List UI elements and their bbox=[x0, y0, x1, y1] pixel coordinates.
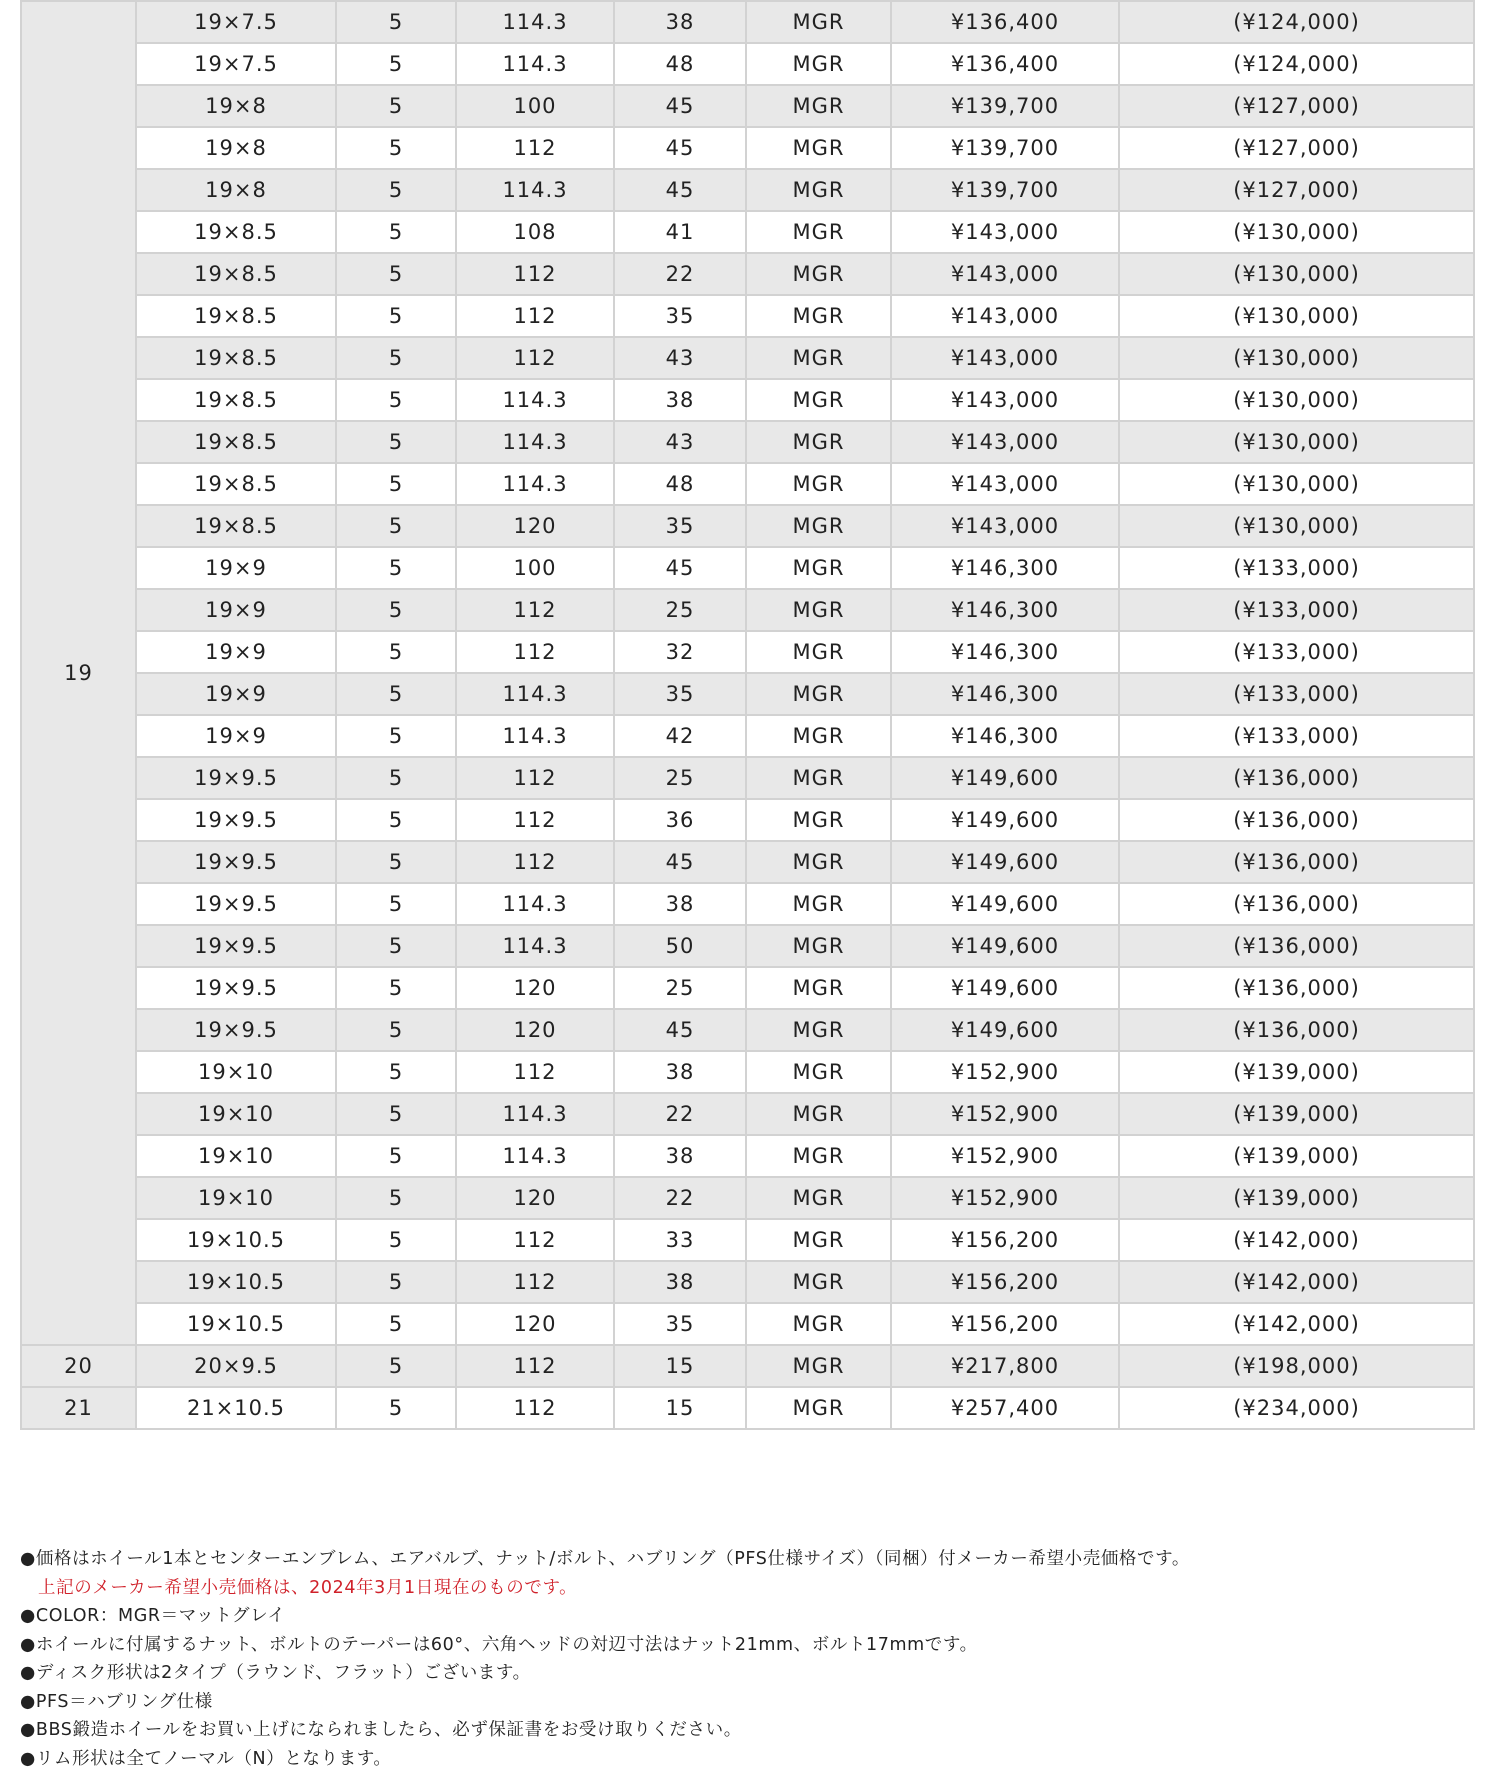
table-row bbox=[21, 379, 1474, 421]
color-cell: MGR bbox=[746, 295, 891, 337]
pcd-cell: 114.3 bbox=[456, 169, 614, 211]
holes-cell: 5 bbox=[336, 463, 456, 505]
color-cell: MGR bbox=[746, 1051, 891, 1093]
holes-cell: 5 bbox=[336, 1177, 456, 1219]
holes-cell: 5 bbox=[336, 841, 456, 883]
price-cell: ¥143,000 bbox=[891, 253, 1119, 295]
price-cell: ¥143,000 bbox=[891, 505, 1119, 547]
price-cell: ¥146,300 bbox=[891, 673, 1119, 715]
pcd-cell: 100 bbox=[456, 85, 614, 127]
price-excl-tax-cell: (¥130,000) bbox=[1119, 337, 1474, 379]
table-row bbox=[21, 883, 1474, 925]
rim-size-cell: 19×7.5 bbox=[136, 43, 336, 85]
rim-size-cell: 19×9.5 bbox=[136, 841, 336, 883]
table-row bbox=[21, 253, 1474, 295]
pcd-cell: 114.3 bbox=[456, 1135, 614, 1177]
price-cell: ¥146,300 bbox=[891, 547, 1119, 589]
rim-size-cell: 19×10 bbox=[136, 1177, 336, 1219]
color-cell: MGR bbox=[746, 1177, 891, 1219]
pcd-cell: 120 bbox=[456, 967, 614, 1009]
price-excl-tax-cell: (¥234,000) bbox=[1119, 1387, 1474, 1429]
holes-cell: 5 bbox=[336, 1345, 456, 1387]
price-cell: ¥152,900 bbox=[891, 1177, 1119, 1219]
price-cell: ¥149,600 bbox=[891, 841, 1119, 883]
table-row bbox=[21, 295, 1474, 337]
inset-cell: 45 bbox=[614, 547, 746, 589]
pcd-cell: 112 bbox=[456, 1219, 614, 1261]
table-row bbox=[21, 1051, 1474, 1093]
color-cell: MGR bbox=[746, 1303, 891, 1345]
table-row bbox=[21, 211, 1474, 253]
rim-size-cell: 19×10.5 bbox=[136, 1261, 336, 1303]
table-row bbox=[21, 841, 1474, 883]
holes-cell: 5 bbox=[336, 799, 456, 841]
price-cell: ¥139,700 bbox=[891, 127, 1119, 169]
note-line: ●ディスク形状は2タイプ（ラウンド、フラット）ございます。 bbox=[20, 1663, 531, 1683]
color-cell: MGR bbox=[746, 211, 891, 253]
inset-cell: 43 bbox=[614, 421, 746, 463]
color-cell: MGR bbox=[746, 589, 891, 631]
color-cell: MGR bbox=[746, 337, 891, 379]
inch-group-cell: 20 bbox=[21, 1345, 136, 1387]
color-cell: MGR bbox=[746, 1093, 891, 1135]
inch-group-cell: 21 bbox=[21, 1387, 136, 1429]
note-line: ●リム形状は全てノーマル（N）となります。 bbox=[20, 1748, 392, 1769]
color-cell: MGR bbox=[746, 169, 891, 211]
holes-cell: 5 bbox=[336, 1051, 456, 1093]
inset-cell: 35 bbox=[614, 673, 746, 715]
inset-cell: 38 bbox=[614, 1, 746, 43]
table-row bbox=[21, 43, 1474, 85]
holes-cell: 5 bbox=[336, 1303, 456, 1345]
pcd-cell: 114.3 bbox=[456, 463, 614, 505]
pcd-cell: 100 bbox=[456, 547, 614, 589]
table-row bbox=[21, 1177, 1474, 1219]
rim-size-cell: 19×9.5 bbox=[136, 925, 336, 967]
pcd-cell: 112 bbox=[456, 799, 614, 841]
inset-cell: 25 bbox=[614, 967, 746, 1009]
price-cell: ¥146,300 bbox=[891, 589, 1119, 631]
inset-cell: 45 bbox=[614, 841, 746, 883]
price-excl-tax-cell: (¥130,000) bbox=[1119, 505, 1474, 547]
inset-cell: 33 bbox=[614, 1219, 746, 1261]
pcd-cell: 112 bbox=[456, 589, 614, 631]
color-cell: MGR bbox=[746, 43, 891, 85]
rim-size-cell: 19×10 bbox=[136, 1135, 336, 1177]
price-cell: ¥152,900 bbox=[891, 1093, 1119, 1135]
rim-size-cell: 21×10.5 bbox=[136, 1387, 336, 1429]
inset-cell: 15 bbox=[614, 1345, 746, 1387]
rim-size-cell: 19×9.5 bbox=[136, 757, 336, 799]
table-row bbox=[21, 1093, 1474, 1135]
pcd-cell: 114.3 bbox=[456, 925, 614, 967]
color-cell: MGR bbox=[746, 463, 891, 505]
color-cell: MGR bbox=[746, 799, 891, 841]
price-cell: ¥139,700 bbox=[891, 169, 1119, 211]
inset-cell: 38 bbox=[614, 1135, 746, 1177]
pcd-cell: 120 bbox=[456, 1177, 614, 1219]
holes-cell: 5 bbox=[336, 337, 456, 379]
inch-group-cell: 19 bbox=[21, 1, 136, 1345]
color-cell: MGR bbox=[746, 673, 891, 715]
rim-size-cell: 19×8.5 bbox=[136, 211, 336, 253]
holes-cell: 5 bbox=[336, 211, 456, 253]
pcd-cell: 112 bbox=[456, 1261, 614, 1303]
inset-cell: 41 bbox=[614, 211, 746, 253]
pcd-cell: 112 bbox=[456, 253, 614, 295]
price-excl-tax-cell: (¥130,000) bbox=[1119, 463, 1474, 505]
color-cell: MGR bbox=[746, 379, 891, 421]
price-excl-tax-cell: (¥136,000) bbox=[1119, 841, 1474, 883]
price-excl-tax-cell: (¥139,000) bbox=[1119, 1135, 1474, 1177]
holes-cell: 5 bbox=[336, 127, 456, 169]
inset-cell: 38 bbox=[614, 1051, 746, 1093]
price-excl-tax-cell: (¥133,000) bbox=[1119, 631, 1474, 673]
inset-cell: 38 bbox=[614, 1261, 746, 1303]
color-cell: MGR bbox=[746, 883, 891, 925]
rim-size-cell: 19×8 bbox=[136, 127, 336, 169]
pcd-cell: 114.3 bbox=[456, 43, 614, 85]
color-cell: MGR bbox=[746, 631, 891, 673]
notes-section bbox=[20, 1545, 1460, 1773]
table-row bbox=[21, 1387, 1474, 1429]
price-cell: ¥143,000 bbox=[891, 337, 1119, 379]
price-excl-tax-cell: (¥130,000) bbox=[1119, 421, 1474, 463]
color-cell: MGR bbox=[746, 841, 891, 883]
price-cell: ¥217,800 bbox=[891, 1345, 1119, 1387]
pcd-cell: 114.3 bbox=[456, 421, 614, 463]
price-excl-tax-cell: (¥133,000) bbox=[1119, 547, 1474, 589]
holes-cell: 5 bbox=[336, 1009, 456, 1051]
table-row bbox=[21, 505, 1474, 547]
table-row bbox=[21, 337, 1474, 379]
inset-cell: 50 bbox=[614, 925, 746, 967]
price-excl-tax-cell: (¥136,000) bbox=[1119, 799, 1474, 841]
price-cell: ¥156,200 bbox=[891, 1261, 1119, 1303]
table-row bbox=[21, 673, 1474, 715]
table-row bbox=[21, 1, 1474, 43]
inset-cell: 42 bbox=[614, 715, 746, 757]
table-row bbox=[21, 631, 1474, 673]
color-cell: MGR bbox=[746, 505, 891, 547]
rim-size-cell: 19×10 bbox=[136, 1051, 336, 1093]
pcd-cell: 114.3 bbox=[456, 1, 614, 43]
pcd-cell: 112 bbox=[456, 337, 614, 379]
color-cell: MGR bbox=[746, 1, 891, 43]
holes-cell: 5 bbox=[336, 967, 456, 1009]
table-row bbox=[21, 925, 1474, 967]
table-row bbox=[21, 1303, 1474, 1345]
inset-cell: 38 bbox=[614, 379, 746, 421]
price-cell: ¥136,400 bbox=[891, 1, 1119, 43]
inset-cell: 22 bbox=[614, 1177, 746, 1219]
rim-size-cell: 19×9 bbox=[136, 673, 336, 715]
table-body bbox=[21, 1, 1474, 1429]
price-cell: ¥149,600 bbox=[891, 967, 1119, 1009]
holes-cell: 5 bbox=[336, 715, 456, 757]
pcd-cell: 112 bbox=[456, 631, 614, 673]
color-cell: MGR bbox=[746, 1009, 891, 1051]
inset-cell: 22 bbox=[614, 1093, 746, 1135]
price-excl-tax-cell: (¥130,000) bbox=[1119, 379, 1474, 421]
holes-cell: 5 bbox=[336, 1261, 456, 1303]
price-cell: ¥139,700 bbox=[891, 85, 1119, 127]
color-cell: MGR bbox=[746, 421, 891, 463]
price-excl-tax-cell: (¥139,000) bbox=[1119, 1051, 1474, 1093]
holes-cell: 5 bbox=[336, 253, 456, 295]
price-excl-tax-cell: (¥136,000) bbox=[1119, 925, 1474, 967]
color-cell: MGR bbox=[746, 757, 891, 799]
color-cell: MGR bbox=[746, 1345, 891, 1387]
inset-cell: 22 bbox=[614, 253, 746, 295]
table-row bbox=[21, 757, 1474, 799]
pcd-cell: 114.3 bbox=[456, 715, 614, 757]
price-excl-tax-cell: (¥130,000) bbox=[1119, 253, 1474, 295]
rim-size-cell: 19×8.5 bbox=[136, 253, 336, 295]
price-excl-tax-cell: (¥198,000) bbox=[1119, 1345, 1474, 1387]
rim-size-cell: 19×10 bbox=[136, 1093, 336, 1135]
inset-cell: 25 bbox=[614, 757, 746, 799]
inset-cell: 36 bbox=[614, 799, 746, 841]
color-cell: MGR bbox=[746, 1261, 891, 1303]
table-row bbox=[21, 589, 1474, 631]
price-excl-tax-cell: (¥130,000) bbox=[1119, 211, 1474, 253]
table-row bbox=[21, 547, 1474, 589]
pcd-cell: 112 bbox=[456, 1345, 614, 1387]
price-excl-tax-cell: (¥142,000) bbox=[1119, 1261, 1474, 1303]
inset-cell: 48 bbox=[614, 463, 746, 505]
holes-cell: 5 bbox=[336, 43, 456, 85]
pcd-cell: 112 bbox=[456, 841, 614, 883]
price-excl-tax-cell: (¥142,000) bbox=[1119, 1219, 1474, 1261]
price-excl-tax-cell: (¥127,000) bbox=[1119, 85, 1474, 127]
price-cell: ¥143,000 bbox=[891, 463, 1119, 505]
inset-cell: 32 bbox=[614, 631, 746, 673]
holes-cell: 5 bbox=[336, 1387, 456, 1429]
rim-size-cell: 19×8.5 bbox=[136, 505, 336, 547]
table-row bbox=[21, 1135, 1474, 1177]
rim-size-cell: 19×8.5 bbox=[136, 379, 336, 421]
price-excl-tax-cell: (¥136,000) bbox=[1119, 883, 1474, 925]
price-cell: ¥149,600 bbox=[891, 757, 1119, 799]
note-line: ●BBS鍛造ホイールをお買い上げになられましたら、必ず保証書をお受け取りください。 bbox=[20, 1720, 742, 1740]
inset-cell: 25 bbox=[614, 589, 746, 631]
price-cell: ¥143,000 bbox=[891, 379, 1119, 421]
holes-cell: 5 bbox=[336, 925, 456, 967]
color-cell: MGR bbox=[746, 127, 891, 169]
rim-size-cell: 20×9.5 bbox=[136, 1345, 336, 1387]
rim-size-cell: 19×10.5 bbox=[136, 1303, 336, 1345]
rim-size-cell: 19×9.5 bbox=[136, 1009, 336, 1051]
rim-size-cell: 19×8.5 bbox=[136, 337, 336, 379]
rim-size-cell: 19×8 bbox=[136, 169, 336, 211]
price-cell: ¥149,600 bbox=[891, 883, 1119, 925]
table-row bbox=[21, 1219, 1474, 1261]
wheel-price-table bbox=[20, 0, 1475, 1430]
rim-size-cell: 19×9.5 bbox=[136, 799, 336, 841]
price-cell: ¥152,900 bbox=[891, 1051, 1119, 1093]
price-excl-tax-cell: (¥130,000) bbox=[1119, 295, 1474, 337]
price-excl-tax-cell: (¥133,000) bbox=[1119, 715, 1474, 757]
table-row bbox=[21, 421, 1474, 463]
price-cell: ¥152,900 bbox=[891, 1135, 1119, 1177]
holes-cell: 5 bbox=[336, 1093, 456, 1135]
color-cell: MGR bbox=[746, 967, 891, 1009]
table-row bbox=[21, 1009, 1474, 1051]
rim-size-cell: 19×9.5 bbox=[136, 967, 336, 1009]
color-cell: MGR bbox=[746, 1135, 891, 1177]
price-excl-tax-cell: (¥136,000) bbox=[1119, 967, 1474, 1009]
inset-cell: 43 bbox=[614, 337, 746, 379]
note-line: ●PFS＝ハブリング仕様 bbox=[20, 1691, 213, 1712]
pcd-cell: 112 bbox=[456, 127, 614, 169]
rim-size-cell: 19×8 bbox=[136, 85, 336, 127]
inset-cell: 38 bbox=[614, 883, 746, 925]
inset-cell: 35 bbox=[614, 505, 746, 547]
price-excl-tax-cell: (¥133,000) bbox=[1119, 673, 1474, 715]
price-cell: ¥146,300 bbox=[891, 715, 1119, 757]
pcd-cell: 120 bbox=[456, 1303, 614, 1345]
holes-cell: 5 bbox=[336, 1135, 456, 1177]
pcd-cell: 114.3 bbox=[456, 883, 614, 925]
table-row bbox=[21, 85, 1474, 127]
color-cell: MGR bbox=[746, 547, 891, 589]
note-date-line: 上記のメーカー希望小売価格は、2024年3月1日現在のものです。 bbox=[38, 1577, 578, 1598]
holes-cell: 5 bbox=[336, 673, 456, 715]
price-cell: ¥146,300 bbox=[891, 631, 1119, 673]
rim-size-cell: 19×7.5 bbox=[136, 1, 336, 43]
price-cell: ¥143,000 bbox=[891, 421, 1119, 463]
inset-cell: 45 bbox=[614, 1009, 746, 1051]
rim-size-cell: 19×9 bbox=[136, 631, 336, 673]
holes-cell: 5 bbox=[336, 883, 456, 925]
price-cell: ¥149,600 bbox=[891, 925, 1119, 967]
pcd-cell: 120 bbox=[456, 505, 614, 547]
price-excl-tax-cell: (¥127,000) bbox=[1119, 127, 1474, 169]
pcd-cell: 112 bbox=[456, 757, 614, 799]
price-cell: ¥257,400 bbox=[891, 1387, 1119, 1429]
price-cell: ¥136,400 bbox=[891, 43, 1119, 85]
inset-cell: 48 bbox=[614, 43, 746, 85]
holes-cell: 5 bbox=[336, 547, 456, 589]
price-excl-tax-cell: (¥139,000) bbox=[1119, 1093, 1474, 1135]
price-cell: ¥149,600 bbox=[891, 1009, 1119, 1051]
table-row bbox=[21, 169, 1474, 211]
holes-cell: 5 bbox=[336, 757, 456, 799]
pcd-cell: 112 bbox=[456, 1051, 614, 1093]
pcd-cell: 114.3 bbox=[456, 673, 614, 715]
inset-cell: 15 bbox=[614, 1387, 746, 1429]
rim-size-cell: 19×9 bbox=[136, 547, 336, 589]
pcd-cell: 120 bbox=[456, 1009, 614, 1051]
price-cell: ¥156,200 bbox=[891, 1219, 1119, 1261]
price-excl-tax-cell: (¥142,000) bbox=[1119, 1303, 1474, 1345]
inset-cell: 45 bbox=[614, 169, 746, 211]
color-cell: MGR bbox=[746, 85, 891, 127]
holes-cell: 5 bbox=[336, 589, 456, 631]
rim-size-cell: 19×8.5 bbox=[136, 295, 336, 337]
pcd-cell: 114.3 bbox=[456, 379, 614, 421]
price-table-wrapper bbox=[20, 0, 1473, 1430]
holes-cell: 5 bbox=[336, 505, 456, 547]
inset-cell: 35 bbox=[614, 295, 746, 337]
table-row bbox=[21, 715, 1474, 757]
holes-cell: 5 bbox=[336, 169, 456, 211]
color-cell: MGR bbox=[746, 1219, 891, 1261]
price-cell: ¥149,600 bbox=[891, 799, 1119, 841]
pcd-cell: 112 bbox=[456, 1387, 614, 1429]
pcd-cell: 112 bbox=[456, 295, 614, 337]
color-cell: MGR bbox=[746, 715, 891, 757]
price-cell: ¥143,000 bbox=[891, 295, 1119, 337]
price-excl-tax-cell: (¥136,000) bbox=[1119, 757, 1474, 799]
note-line: ●COLOR：MGR＝マットグレイ bbox=[20, 1606, 286, 1626]
note-line: ●価格はホイール1本とセンターエンブレム、エアバルブ、ナット/ボルト、ハブリング（PFS仕様サイズ）（同梱）付メーカー希望小売価格です。 bbox=[20, 1549, 1190, 1569]
holes-cell: 5 bbox=[336, 631, 456, 673]
color-cell: MGR bbox=[746, 925, 891, 967]
rim-size-cell: 19×10.5 bbox=[136, 1219, 336, 1261]
holes-cell: 5 bbox=[336, 1219, 456, 1261]
inset-cell: 45 bbox=[614, 85, 746, 127]
holes-cell: 5 bbox=[336, 1, 456, 43]
table-row bbox=[21, 967, 1474, 1009]
price-excl-tax-cell: (¥133,000) bbox=[1119, 589, 1474, 631]
pcd-cell: 114.3 bbox=[456, 1093, 614, 1135]
table-row bbox=[21, 1261, 1474, 1303]
rim-size-cell: 19×8.5 bbox=[136, 421, 336, 463]
price-excl-tax-cell: (¥124,000) bbox=[1119, 1, 1474, 43]
table-row bbox=[21, 799, 1474, 841]
inset-cell: 45 bbox=[614, 127, 746, 169]
holes-cell: 5 bbox=[336, 295, 456, 337]
color-cell: MGR bbox=[746, 1387, 891, 1429]
price-excl-tax-cell: (¥136,000) bbox=[1119, 1009, 1474, 1051]
holes-cell: 5 bbox=[336, 421, 456, 463]
rim-size-cell: 19×9.5 bbox=[136, 883, 336, 925]
price-cell: ¥143,000 bbox=[891, 211, 1119, 253]
price-excl-tax-cell: (¥127,000) bbox=[1119, 169, 1474, 211]
price-cell: ¥156,200 bbox=[891, 1303, 1119, 1345]
rim-size-cell: 19×9 bbox=[136, 715, 336, 757]
price-excl-tax-cell: (¥139,000) bbox=[1119, 1177, 1474, 1219]
pcd-cell: 108 bbox=[456, 211, 614, 253]
holes-cell: 5 bbox=[336, 379, 456, 421]
color-cell: MGR bbox=[746, 253, 891, 295]
price-excl-tax-cell: (¥124,000) bbox=[1119, 43, 1474, 85]
note-line: ●ホイールに付属するナット、ボルトのテーパーは60°、六角ヘッドの対辺寸法はナット21mm、ボルト17mmです。 bbox=[20, 1634, 978, 1655]
rim-size-cell: 19×8.5 bbox=[136, 463, 336, 505]
table-row bbox=[21, 463, 1474, 505]
rim-size-cell: 19×9 bbox=[136, 589, 336, 631]
table-row bbox=[21, 127, 1474, 169]
table-row bbox=[21, 1345, 1474, 1387]
inset-cell: 35 bbox=[614, 1303, 746, 1345]
holes-cell: 5 bbox=[336, 85, 456, 127]
